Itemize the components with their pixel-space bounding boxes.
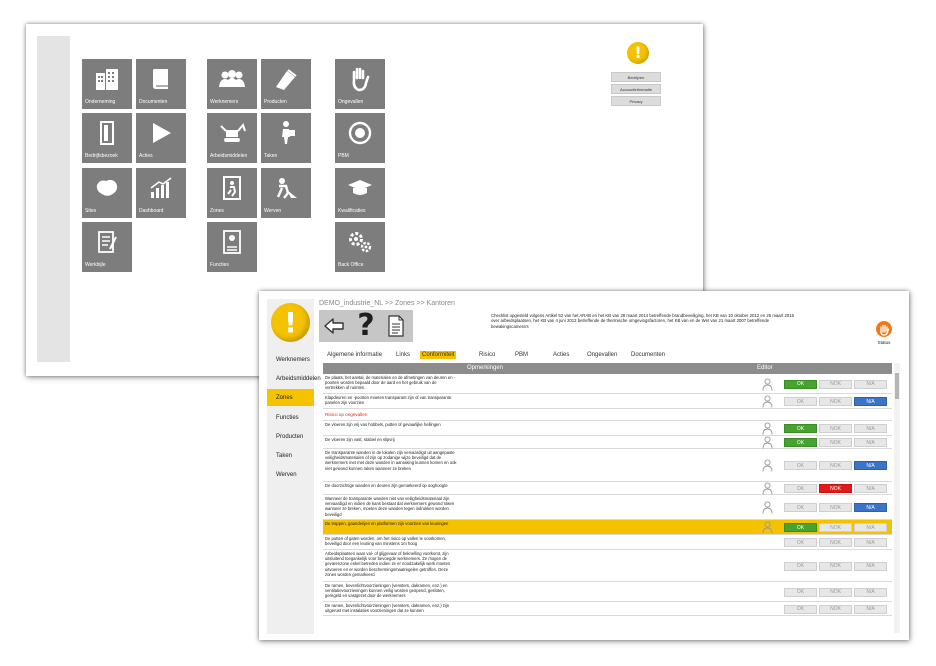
row-remark: Wanneer de transparante wanden niet van veiligheidsmateriaal zijn vervaardigd en indien de kans bestaat dat werknemers gewond raken wanneer ze breken, moeten deze wanden tegen indrukken worden beveiligd: [325, 496, 455, 517]
nav-item-zones[interactable]: Zones: [267, 389, 314, 406]
tile-taken[interactable]: [261, 113, 311, 163]
conformity-buttons: [784, 424, 887, 433]
table-row[interactable]: [323, 550, 892, 582]
chart-icon: [136, 174, 186, 202]
user-icon: [762, 459, 773, 472]
row-remark: Klapdeuren en -poorten moeten transparant zijn of van transparante panelen zijn voorzien: [325, 395, 452, 406]
help-button[interactable]: [351, 310, 381, 342]
table-row[interactable]: [323, 394, 892, 409]
user-icon: [762, 482, 773, 495]
conformity-buttons: [784, 484, 887, 493]
tile-werkbijle[interactable]: [82, 222, 132, 272]
tile-onderneming[interactable]: [82, 59, 132, 109]
id-card-icon: [207, 228, 257, 256]
tile-label: Bedrijfsbezoek: [85, 153, 118, 159]
tile-bedrijfsbezoek[interactable]: [82, 113, 132, 163]
user-icon: [762, 422, 773, 435]
tab-pbm[interactable]: PBM: [515, 352, 529, 358]
row-remark: Arbeidsplaatsen waar val- of glijgevaar of beknelling voorkomt, zijn uitsluitend toegankelijk voor bevoegde werknemers. Ze mogen de gevarenzone enkel betreden indien ze er noodzakelijk werk moeten uitvoeren en er worden beschermingsmaatregelen getroffen. Deze zones worden gemarkeerd: [325, 551, 451, 577]
breadcrumb: DEMO_industrie_NL >> Zones >> Kantoren: [319, 300, 455, 307]
nok-button[interactable]: NOK: [819, 484, 852, 493]
bedrijven-button[interactable]: Bedrijven: [611, 72, 661, 82]
document-button[interactable]: [383, 310, 409, 342]
scrollbar[interactable]: [894, 363, 900, 633]
nok-button[interactable]: NOK: [819, 523, 852, 532]
tab-ongevallen[interactable]: Ongevallen: [587, 352, 618, 358]
table-row[interactable]: [323, 520, 892, 535]
worker-icon: [261, 119, 311, 147]
na-button[interactable]: N/A: [854, 503, 887, 512]
accountinformatie-button[interactable]: Accountinformatie: [611, 84, 661, 94]
conformity-buttons: [784, 588, 887, 597]
hand-stop-icon: [876, 321, 892, 337]
table-row[interactable]: [323, 495, 892, 520]
na-button[interactable]: N/A: [854, 424, 887, 433]
ok-button[interactable]: OK: [784, 538, 817, 547]
nok-button[interactable]: NOK: [819, 605, 852, 614]
scrollbar-thumb[interactable]: [895, 373, 899, 399]
checklist-window: [259, 291, 909, 640]
na-button[interactable]: N/A: [854, 380, 887, 389]
checklist-table: [323, 374, 892, 616]
tile-label: Producten: [264, 99, 287, 105]
privacy-button[interactable]: Privacy: [611, 96, 661, 106]
row-remark: De transparante wanden in de lokalen zijn vervaardigd uit aangepaste veiligheidsmaterialen of zijn op zodanige wijze beveiligd dat de werknemers met met deze wanden in aanraking kunnen komen en ook niet gewond kunnen raken wanneer ze breken: [325, 450, 457, 471]
nav-item-producten[interactable]: Producten: [276, 433, 304, 440]
nok-button[interactable]: NOK: [819, 562, 852, 571]
construction-icon: [261, 174, 311, 202]
conformity-buttons: [784, 380, 887, 389]
user-icon: [762, 501, 773, 514]
tile-werven[interactable]: [261, 168, 311, 218]
warning-bulb-icon: [627, 42, 649, 64]
table-row[interactable]: [323, 602, 892, 616]
tile-label: Zones: [210, 208, 224, 214]
dashboard-sidebar: [37, 36, 70, 362]
row-remark: De putten of gaten worden, om het risico op vallen te voorkomen, beveiligd door een leuning van minstens 1m hoog: [325, 536, 447, 547]
tile-label: Documenten: [139, 99, 168, 105]
row-remark: De ramen, bovenlichtvoorzieningen (vensters, dakramen, enz.) en ventilatievoorzieningen kunnen veilig worden geopend, gesloten, geregeld en vastgezet door de werknemers: [325, 583, 448, 599]
conformity-buttons: [784, 503, 887, 512]
document-icon: [388, 315, 404, 337]
play-icon: [136, 119, 186, 147]
tile-pbm[interactable]: [335, 113, 385, 163]
status-label: Status: [877, 340, 891, 345]
tile-dashboard[interactable]: [136, 168, 186, 218]
tile-label: Werknemers: [210, 99, 239, 105]
conformity-buttons: [784, 461, 887, 470]
ok-button[interactable]: OK: [784, 380, 817, 389]
na-button[interactable]: N/A: [854, 562, 887, 571]
head-protection-icon: [335, 119, 385, 147]
user-icon: [762, 395, 773, 408]
tile-label: Kwalificaties: [338, 208, 366, 214]
tile-label: Sites: [85, 208, 97, 214]
na-button[interactable]: N/A: [854, 538, 887, 547]
nok-button[interactable]: NOK: [819, 380, 852, 389]
ok-button[interactable]: OK: [784, 503, 817, 512]
conformity-buttons: [784, 562, 887, 571]
tab-acties[interactable]: Acties: [553, 352, 570, 358]
nav-item-werven[interactable]: Werven: [276, 471, 297, 478]
map-icon: [82, 174, 132, 202]
tile-label: Werven: [264, 208, 282, 214]
user-icon: [762, 378, 773, 391]
user-icon: [762, 436, 773, 449]
table-row[interactable]: [323, 374, 892, 394]
book-icon: [136, 65, 186, 93]
arrow-left-icon: [323, 317, 345, 335]
conformity-buttons: [784, 397, 887, 406]
ok-button[interactable]: OK: [784, 562, 817, 571]
na-button[interactable]: N/A: [854, 605, 887, 614]
tile-werknemers[interactable]: [207, 59, 257, 109]
ok-button[interactable]: OK: [784, 523, 817, 532]
building-icon: [82, 65, 132, 93]
hand-icon: [335, 65, 385, 93]
ok-button[interactable]: OK: [784, 461, 817, 470]
nok-button[interactable]: NOK: [819, 538, 852, 547]
tile-zones[interactable]: [207, 168, 257, 218]
table-header: [323, 363, 892, 374]
nok-button[interactable]: NOK: [819, 461, 852, 470]
nav-item-werknemers[interactable]: Werknemers: [276, 356, 310, 363]
nok-button[interactable]: NOK: [819, 397, 852, 406]
back-button[interactable]: [321, 310, 347, 342]
tile-label: Dashboard: [139, 208, 164, 214]
ok-button[interactable]: OK: [784, 605, 817, 614]
door-icon: [82, 119, 132, 147]
row-remark: De vloeren zijn vast, stabiel en slipvrij: [325, 437, 395, 442]
tile-sites[interactable]: [82, 168, 132, 218]
tile-label: Arbeidsmiddelen: [210, 153, 248, 159]
checklist-icon: [82, 228, 132, 256]
row-remark: De vloeren zijn vrij van hobbels, putten of gevaarlijke hellingen: [325, 422, 441, 427]
nav-item-taken[interactable]: Taken: [276, 452, 293, 459]
section-heading: Risico op ongevallen: [325, 412, 368, 417]
warning-logo-icon: !: [271, 303, 310, 342]
tab-algemene-informatie[interactable]: Algemene informatie: [327, 352, 383, 358]
tile-back-office[interactable]: [335, 222, 385, 272]
table-row[interactable]: [323, 409, 892, 421]
na-button[interactable]: N/A: [854, 397, 887, 406]
tile-documenten[interactable]: [136, 59, 186, 109]
row-remark: De doorzichtige wanden en deuren zijn gemarkeerd op ooghoogte: [325, 483, 448, 488]
exit-icon: [207, 174, 257, 202]
conformity-buttons: [784, 605, 887, 614]
flask-icon: [261, 65, 311, 93]
tab-conformiteit[interactable]: Conformiteit: [422, 352, 455, 358]
toolbar: [319, 310, 413, 342]
table-row[interactable]: [323, 535, 892, 550]
column-editor: Editor: [757, 365, 773, 371]
row-remark: De trappen, gaanderijen en platformen zijn voorzien van leuningen: [325, 521, 449, 526]
table-row[interactable]: [323, 482, 892, 495]
tile-label: Back Office: [338, 262, 364, 268]
nok-button[interactable]: NOK: [819, 424, 852, 433]
tab-links[interactable]: Links: [396, 352, 411, 358]
ok-button[interactable]: OK: [784, 484, 817, 493]
table-row[interactable]: [323, 449, 892, 482]
question-mark-icon: ?: [357, 308, 375, 343]
excavator-icon: [207, 119, 257, 147]
nok-button[interactable]: NOK: [819, 503, 852, 512]
na-button[interactable]: N/A: [854, 588, 887, 597]
tile-ongevallen[interactable]: [335, 59, 385, 109]
tile-label: Onderneming: [85, 99, 116, 105]
conformity-buttons: [784, 523, 887, 532]
gears-icon: [335, 228, 385, 256]
tile-label: PBM: [338, 153, 349, 159]
tile-label: Taken: [264, 153, 278, 159]
ok-button[interactable]: OK: [784, 424, 817, 433]
tile-kwalificaties[interactable]: [335, 168, 385, 218]
ok-button[interactable]: OK: [784, 397, 817, 406]
tab-risico[interactable]: Risico: [479, 352, 496, 358]
row-remark: De plaats, het aantal, de materialen en de afmetingen van deuren en -poorten worden bepaald door de aard en het gebruik van de vertrekken of ruimten.: [325, 375, 456, 391]
people-icon: [207, 65, 257, 93]
tab-documenten[interactable]: Documenten: [631, 352, 666, 358]
tile-label: Acties: [139, 153, 153, 159]
graduation-cap-icon: [335, 174, 385, 202]
nav-item-functies[interactable]: Functies: [276, 414, 299, 421]
user-icon: [762, 521, 773, 534]
tile-label: Functies: [210, 262, 229, 268]
row-remark: De ramen, bovenlichtvoorzieningen (vensters, dakramen, enz.) zijn uitgerust met instalaties voorzieningen dat ze kunnen: [325, 603, 450, 614]
tile-functies[interactable]: [207, 222, 257, 272]
na-button[interactable]: N/A: [854, 461, 887, 470]
column-remarks: Opmerkingen: [467, 365, 504, 371]
ok-button[interactable]: OK: [784, 588, 817, 597]
tile-producten[interactable]: [261, 59, 311, 109]
nav-item-arbeidsmiddelen[interactable]: Arbeidsmiddelen: [276, 375, 321, 382]
checklist-description: Checklist opgesteld volgens Artikel 52 van het ARAB en het KB van 28 maart 2014 betreffende brandbeveiliging, het KB van 10 oktober 2012 en 25 maart 2016 over arbeidsplaatsen, het KB van 4 juni 2012 betreffende de thermische omgevingsfactoren, het KB van en de Wet van 21 maart 2007 betreffende bewakingscamera's: [491, 313, 795, 329]
nok-button[interactable]: NOK: [819, 438, 852, 447]
status-button[interactable]: [871, 321, 897, 345]
na-button[interactable]: N/A: [854, 523, 887, 532]
conformity-buttons: [784, 538, 887, 547]
table-row[interactable]: [323, 421, 892, 436]
table-row[interactable]: [323, 582, 892, 602]
tile-label: Werkbijle: [85, 262, 106, 268]
checklist-sidebar: [267, 299, 321, 634]
tile-arbeidsmiddelen[interactable]: [207, 113, 257, 163]
tile-acties[interactable]: [136, 113, 186, 163]
na-button[interactable]: N/A: [854, 484, 887, 493]
nok-button[interactable]: NOK: [819, 588, 852, 597]
conformity-buttons: [784, 438, 887, 447]
table-row[interactable]: [323, 436, 892, 449]
tile-label: Ongevallen: [338, 99, 364, 105]
na-button[interactable]: N/A: [854, 438, 887, 447]
ok-button[interactable]: OK: [784, 438, 817, 447]
